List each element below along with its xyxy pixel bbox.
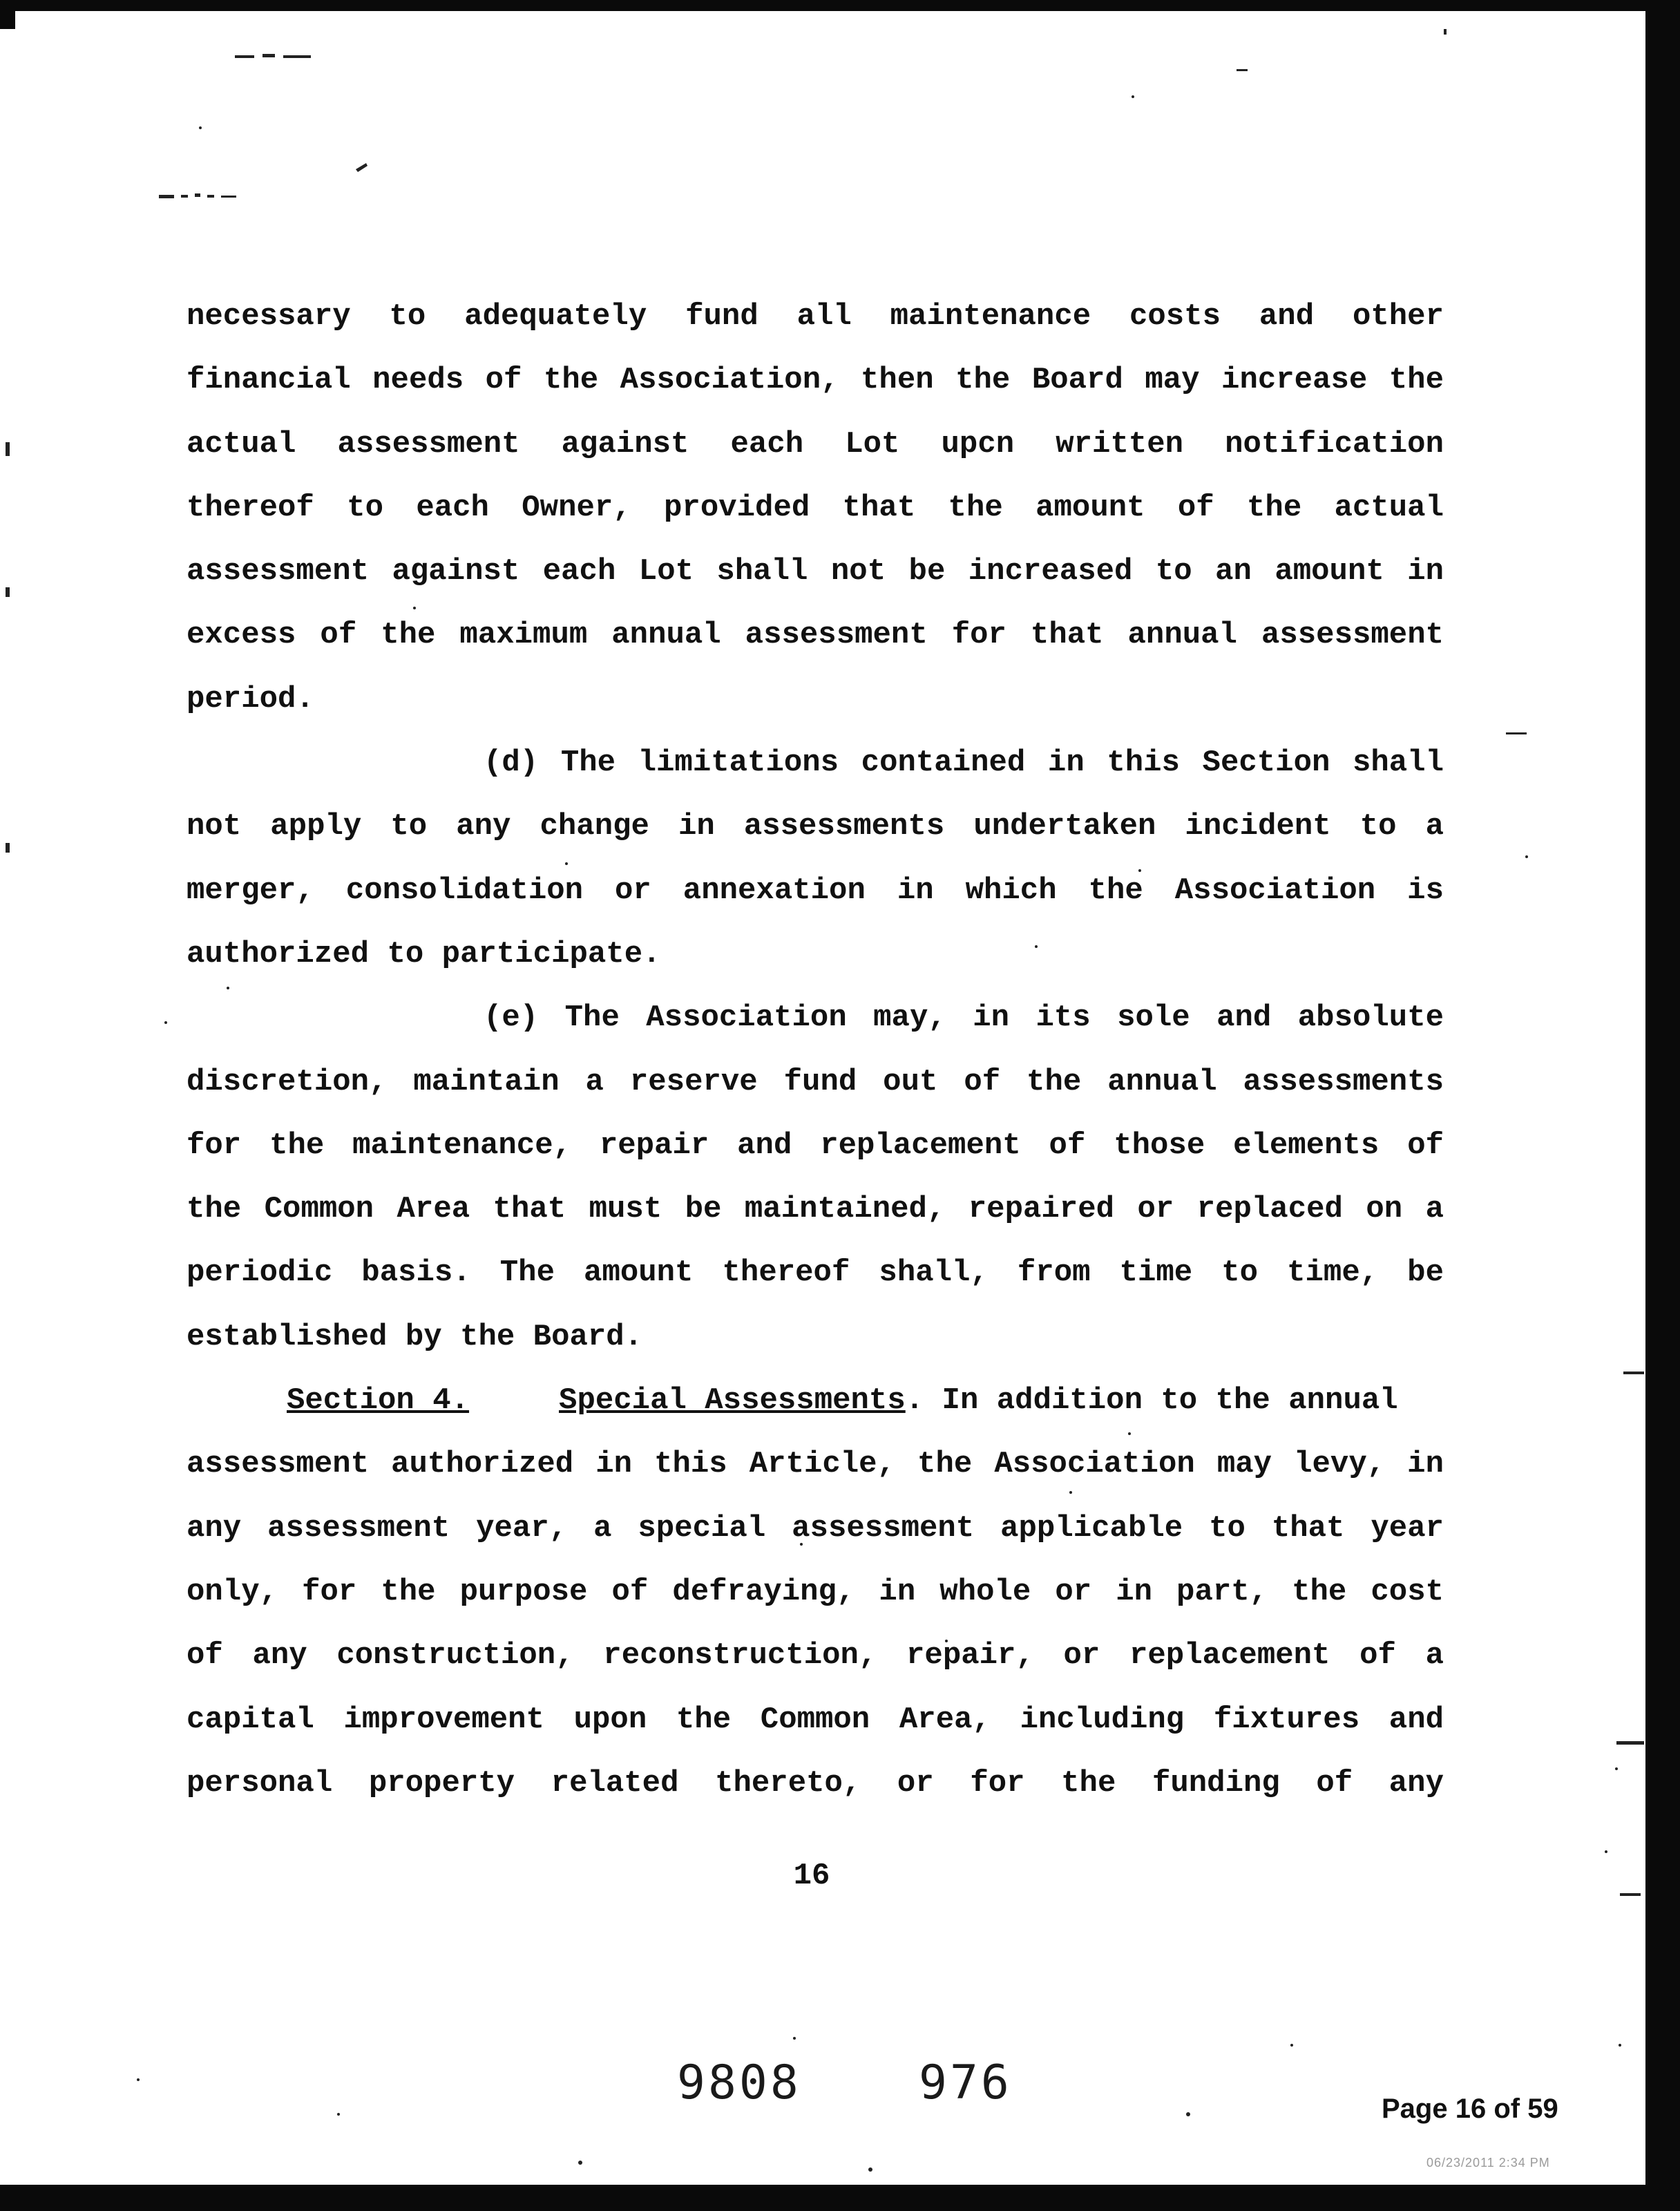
- page-number: 16: [793, 1859, 830, 1893]
- paragraph-d-line: merger, consolidation or annexation in which the Association is: [187, 873, 1444, 908]
- paragraph-e-line: discretion, maintain a reserve fund out of the annual assessments: [187, 1064, 1444, 1099]
- section-4-line: assessment authorized in this Article, the Association may levy, in: [187, 1447, 1444, 1482]
- section-4-label: Section 4.: [287, 1383, 470, 1418]
- body-line: actual assessment against each Lot upcn written notification: [187, 426, 1444, 462]
- scan-border-top-inner: [15, 11, 1645, 29]
- paragraph-e-line: periodic basis. The amount thereof shall, from time to time, be: [187, 1255, 1444, 1291]
- section-4-line: any assessment year, a special assessment applicable to that year: [187, 1510, 1444, 1546]
- section-4-heading-line: [187, 1369, 1444, 1432]
- section-4-line: only, for the purpose of defraying, in whole or in part, the cost: [187, 1574, 1444, 1609]
- section-4-title: Special Assessments: [559, 1383, 906, 1418]
- body-line: thereof to each Owner, provided that the amount of the actual: [187, 490, 1444, 525]
- paragraph-e-line: the Common Area that must be maintained, repaired or replaced on a: [187, 1192, 1444, 1227]
- recording-stamp-book: 9808: [677, 2056, 801, 2110]
- section-4-line: capital improvement upon the Common Area, including fixtures and: [187, 1702, 1444, 1737]
- scan-border-bottom-inner: [0, 2176, 1645, 2185]
- section-4-line: of any construction, reconstruction, repair, or replacement of a: [187, 1638, 1444, 1673]
- paragraph-e-first-line: (e) The Association may, in its sole and absolute: [484, 1000, 1444, 1036]
- paragraph-e-line: established by the Board.: [187, 1319, 643, 1354]
- recording-stamp-page: 976: [919, 2056, 1012, 2110]
- body-line: excess of the maximum annual assessment for that annual assessment: [187, 618, 1444, 653]
- scan-border-right: [1645, 0, 1680, 2211]
- paragraph-d-first-line: (d) The limitations contained in this Section shall: [484, 746, 1444, 781]
- section-4-line: personal property related thereto, or for the funding of any: [187, 1765, 1444, 1801]
- paragraph-d-line: authorized to participate.: [187, 936, 661, 971]
- body-line: assessment against each Lot shall not be increased to an amount in: [187, 554, 1444, 589]
- print-timestamp: 06/23/2011 2:34 PM: [1426, 2156, 1550, 2170]
- section-4-first-line-rest: . In addition to the annual: [905, 1383, 1398, 1418]
- document-body: [187, 285, 1444, 1815]
- body-line: period.: [187, 681, 314, 717]
- body-line: necessary to adequately fund all maintenance costs and other: [187, 299, 1444, 334]
- paragraph-e-line: for the maintenance, repair and replacement of those elements of: [187, 1128, 1444, 1163]
- page-counter: Page 16 of 59: [1382, 2094, 1558, 2124]
- body-line: financial needs of the Association, then the Board may increase the: [187, 363, 1444, 398]
- paragraph-d-line: not apply to any change in assessments undertaken incident to a: [187, 809, 1444, 844]
